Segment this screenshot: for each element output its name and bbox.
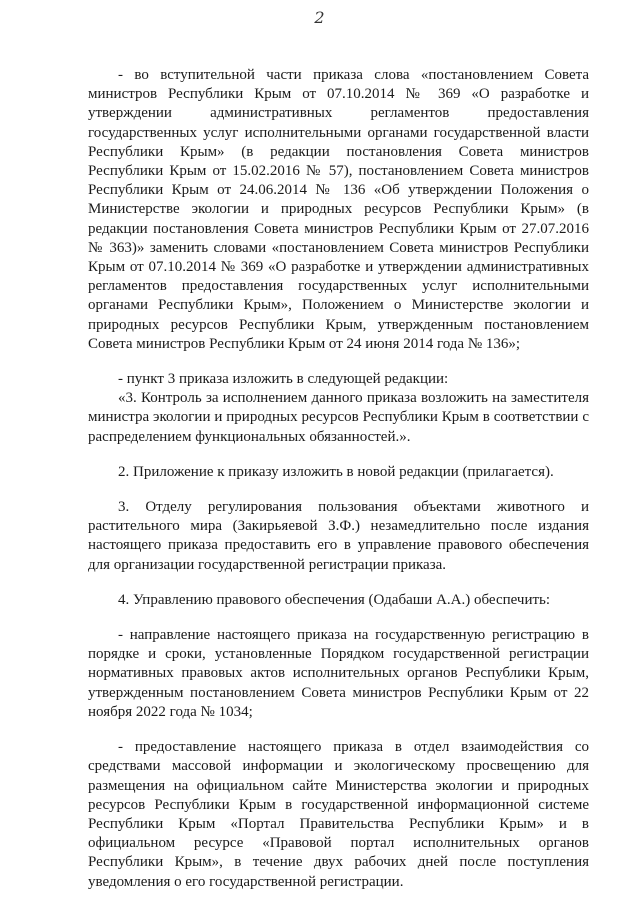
paragraph-item-4-registration: - направление настоящего приказа на государственную регистрацию в порядке и сроки, установленные Порядком государственной регистрации нормативных правовых актов исполнительных органов Республики Крым, утвержденным постановлением Совета министров Республики Крым от 22 ноября 2022 года № 1034; bbox=[88, 627, 589, 720]
page-number: 2 bbox=[314, 8, 325, 27]
paragraph-point3-lead: - пункт 3 приказа изложить в следующей редакции: bbox=[118, 371, 449, 388]
paragraph-item-4: 4. Управлению правового обеспечения (Одабаши А.А.) обеспечить: bbox=[118, 591, 551, 608]
paragraph-point3-quote: «3. Контроль за исполнением данного приказа возложить на заместителя министра экологии и природных ресурсов Республики Крым в соответствии с распределением функциональных обязанностей.». bbox=[88, 390, 589, 445]
paragraph-item-3: 3. Отделу регулирования пользования объектами животного и растительного мира (Закирьяевой З.Ф.) незамедлительно после издания настоящего приказа предоставить его в управление правового обеспечения для организации государственной регистрации приказа. bbox=[88, 499, 589, 573]
document-body bbox=[88, 66, 589, 908]
paragraph-intro-amendment: - во вступительной части приказа слова «постановлением Совета министров Республики Крым от 07.10.2014 № 369 «О разработке и утверждении административных регламентов предоставления государственных услуг исполнительными органами государственной власти Республики Крым» (в редакции постановления Совета министров Республики Крым от 15.02.2016 № 57), постановлением Совета министров Республики Крым от 24.06.2014 № 136 «Об утверждении Положения о Министерстве экологии и природных ресурсов Республики Крым» (в редакции постановления Совета министров Республики Крым от 27.07.2016 № 363)» заменить словами «постановлением Совета министров Республики Крым от 07.10.2014 № 369 «О разработке и утверждении административных регламентов предоставления государственных услуг исполнительными органами Республики Крым», Положением о Министерстве экологии и природных ресурсов Республики Крым, утвержденным постановлением Совета министров Республики Крым от 24 июня 2014 года № 136»; bbox=[88, 67, 589, 352]
paragraph-item-4-publication: - предоставление настоящего приказа в отдел взаимодействия со средствами массовой информации и экологическому просвещению для размещения на официальном сайте Министерства экологии и природных ресурсов Республики Крым в государственной информационной системе Республики Крым «Портал Правительства Республики Крым» и в официальном ресурсе «Правовой портал исполнительных органов Республики Крым», в течение двух рабочих дней после поступления уведомления о его государственной регистрации. bbox=[88, 739, 589, 890]
paragraph-item-2: 2. Приложение к приказу изложить в новой редакции (прилагается). bbox=[118, 463, 554, 480]
